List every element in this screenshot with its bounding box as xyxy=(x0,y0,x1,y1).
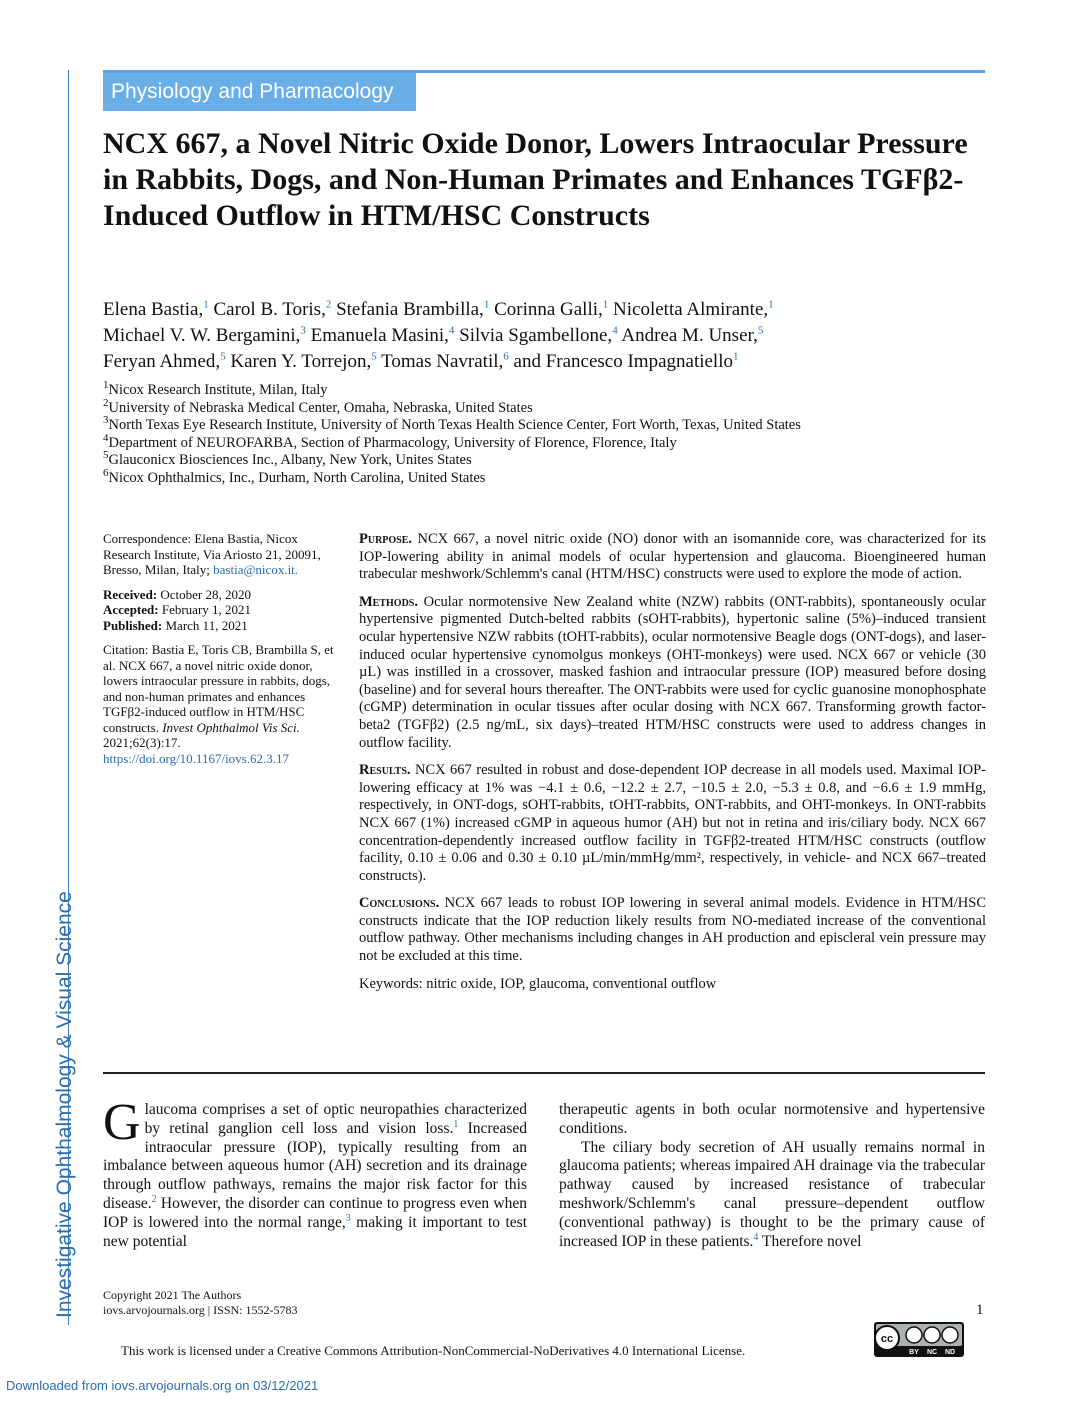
intro-text-3: However, the disorder can continue to progress even when IOP is lowered into the normal range, xyxy=(103,1194,527,1231)
citation-text: Citation: Bastia E, Toris CB, Brambilla S, et al. NCX 667, a novel nitric oxide donor, lowers intraocular pressure in rabbits, dogs, and non-human primates and enhances TGFβ2-induced outflow in HTM/HSC constructs. xyxy=(103,642,334,735)
received-label: Received: xyxy=(103,586,158,602)
purpose-label: Purpose. xyxy=(359,531,413,547)
published-date: March 11, 2021 xyxy=(165,617,248,633)
author xyxy=(613,299,774,320)
affiliation-text: Glauconicx Biosciences Inc., Albany, New York, Unites States xyxy=(108,452,472,469)
license-text: This work is licensed under a Creative Commons Attribution-NonCommercial-NoDerivatives 4.0 International License. xyxy=(121,1343,746,1358)
affiliation-text: Nicox Research Institute, Milan, Italy xyxy=(108,382,328,398)
author-name: Carol B. Toris, xyxy=(213,299,326,320)
author-affiliation-link[interactable]: 5 xyxy=(371,350,377,363)
methods-text: Ocular normotensive New Zealand white (NZW) rabbits (ONT-rabbits), spontaneously ocular hypertensive pigmented Dutch-belted rabbits (sOHT-rabbits), hypertonic saline (5%)–induced transient ocular hypertensive NZW rabbits (tOHT-rabbits), ocular normotensive Beagle dogs (ONT-dogs), and laser-induced ocular hypertensive cynomolgus monkeys (OHT-monkeys) were used. NCX 667 or vehicle (30 µL) was instilled in a crossover, masked fashion and intraocular pressure (IOP) measured before dosing (baseline) and for several hours thereafter. The ONT-rabbits were used for cyclic guanosine monophosphate (cGMP) determination in ocular tissues after ocular dosing with NCX 667. Transforming growth factor-beta2 (TGFβ2) (2.5 ng/mL, six days)–treated HTM/HSC constructs were used to address changes in outflow facility. xyxy=(359,593,987,751)
results-text: NCX 667 resulted in robust and dose-dependent IOP decrease in all models used. Maximal IOP-lowering efficacy at 1% was −4.1 ± 0.6, −12.2 ± 2.7, −10.5 ± 2.0, −5.3 ± 0.8, and −6.6 ± 1.9 mmHg, respectively, in ONT-dogs, sOHT-rabbits, tOHT-rabbits, ONT-rabbits, and OHT-monkeys. In ONT-rabbits NCX 667 (1%) increased cGMP in aqueous humor (AH) but not in retina and iris/ciliary body. NCX 667 concentration-dependently increased outflow facility in TGFβ2-treated HTM/HSC constructs (outflow facility, 0.10 ± 0.06 and 0.30 ± 0.10 µL/min/mmHg/mm², respectively, in vehicle- and NCX 667–treated constructs). xyxy=(359,762,987,884)
affiliation-number: 3 xyxy=(103,414,109,427)
author-name: Andrea M. Unser, xyxy=(621,325,758,346)
intro-paragraph xyxy=(103,1094,528,1251)
author xyxy=(494,299,608,320)
journal-site: iovs.arvojournals.org | ISSN: 1552-5783 xyxy=(103,1303,298,1317)
abstract-results xyxy=(359,762,986,885)
affiliation xyxy=(103,467,983,488)
author-list xyxy=(103,297,983,375)
accepted-label: Accepted: xyxy=(103,602,159,617)
published-label: Published: xyxy=(103,617,163,633)
correspondence-text: Correspondence: Elena Bastia, Nicox Research Institute, Via Ariosto 21, 20091, Bresso, Milan, Italy; xyxy=(103,531,321,577)
affiliations xyxy=(103,379,983,488)
author xyxy=(514,351,739,372)
citation-journal: Invest Ophthalmol Vis Sci. xyxy=(162,719,300,735)
author-name: Elena Bastia, xyxy=(103,299,204,320)
abstract-purpose xyxy=(359,531,986,584)
author-affiliation-link[interactable]: 1 xyxy=(602,298,609,311)
intro-text-4: making it important to test new potential xyxy=(103,1213,528,1250)
author xyxy=(621,325,763,346)
abstract xyxy=(359,531,986,1003)
author-name: Stefania Brambilla, xyxy=(336,299,484,320)
author-affiliation-link[interactable]: 5 xyxy=(220,350,226,363)
intro-text-1: laucoma comprises a set of optic neuropathies characterized by retinal ganglion cell loss and vision loss. xyxy=(144,1101,527,1137)
download-notice: Downloaded from iovs.arvojournals.org on 03/12/2021 xyxy=(6,1378,319,1393)
author xyxy=(381,351,509,372)
affiliation-number: 1 xyxy=(103,379,109,392)
author-name: Silvia Sgambellone, xyxy=(459,325,613,346)
drop-cap: G xyxy=(103,1094,141,1151)
purpose-text: NCX 667, a novel nitric oxide (NO) donor with an isomannide core, was characterized for its IOP-lowering ability in animal models of ocular hypertension and glaucoma. Bioengineered human trabecular meshwork/Schlemm's canal (HTM/HSC) constructs were used to explore the mode of action. xyxy=(359,531,986,583)
section-tag: Physiology and Pharmacology xyxy=(103,73,416,111)
affiliation-number: 4 xyxy=(103,431,109,444)
cc-mark-icon: cc xyxy=(880,1333,894,1345)
journal-name-vertical: Investigative Ophthalmology & Visual Science xyxy=(53,891,76,1318)
affiliation xyxy=(103,449,983,470)
cc-license-icon[interactable] xyxy=(874,1322,964,1357)
author-name: and Francesco Impagnatiello xyxy=(513,351,733,372)
affiliation-text: University of Nebraska Medical Center, Omaha, Nebraska, United States xyxy=(108,399,533,416)
reference-link-2[interactable]: 2 xyxy=(151,1193,157,1205)
nd-icon xyxy=(942,1327,958,1343)
affiliation xyxy=(103,396,983,418)
copyright-text: Copyright 2021 The Authors xyxy=(103,1288,242,1302)
author-affiliation-link[interactable]: 1 xyxy=(768,298,774,311)
results-label: Results. xyxy=(359,762,411,779)
reference-link-4[interactable]: 4 xyxy=(753,1231,759,1243)
accepted-date: February 1, 2021 xyxy=(161,602,252,617)
author xyxy=(103,325,306,346)
intro-text-2: Increased intraocular pressure (IOP), typically resulting from an imbalance between aqueous humor (AH) secretion and its drainage through outflow pathways, remains the major risk factor for this disease. xyxy=(103,1119,527,1212)
by-icon xyxy=(906,1327,922,1343)
affiliation-number: 6 xyxy=(103,467,109,480)
author-name: Tomas Navratil, xyxy=(381,351,504,372)
author-name: Corinna Galli, xyxy=(494,299,603,320)
body-divider xyxy=(103,1072,985,1074)
author-affiliation-link[interactable]: 6 xyxy=(503,350,509,363)
author-name: Emanuela Masini, xyxy=(310,325,449,346)
author xyxy=(103,351,226,372)
affiliation-number: 2 xyxy=(103,396,109,409)
methods-label: Methods. xyxy=(359,593,418,610)
body-column-right xyxy=(559,1101,985,1251)
affiliation-number: 5 xyxy=(103,449,109,462)
correspondence-email-link[interactable]: bastia@nicox.it. xyxy=(213,562,299,577)
author-affiliation-link[interactable]: 1 xyxy=(733,350,739,363)
author-affiliation-link[interactable]: 3 xyxy=(300,324,306,337)
conclusions-text: NCX 667 leads to robust IOP lowering in several animal models. Evidence in HTM/HSC constructs indicate that the IOP reduction likely results from NO-mediated increase of the conventional outflow pathway. Other mechanisms including changes in AH production and episcleral vein pressure may not be excluded at this time. xyxy=(359,895,987,965)
correspondence xyxy=(103,531,343,578)
body-column-left xyxy=(103,1094,528,1251)
cc-label-by: BY xyxy=(909,1349,919,1356)
author-affiliation-link[interactable]: 4 xyxy=(612,324,618,337)
author xyxy=(336,299,489,320)
author-name: Michael V. W. Bergamini, xyxy=(103,325,301,346)
nc-icon xyxy=(924,1327,940,1343)
doi-link[interactable]: https://doi.org/10.1167/iovs.62.3.17 xyxy=(103,750,289,766)
body-text-tail: Therefore novel xyxy=(758,1232,862,1250)
copyright-block xyxy=(103,1288,298,1318)
page-number: 1 xyxy=(976,1302,984,1318)
affiliation-text: Department of NEUROFARBA, Section of Pharmacology, University of Florence, Florence, Italy xyxy=(108,434,677,451)
keywords: Keywords: nitric oxide, IOP, glaucoma, conventional outflow xyxy=(359,975,717,992)
author-name: Nicoletta Almirante, xyxy=(613,299,769,320)
affiliation-text: Nicox Ophthalmics, Inc., Durham, North Carolina, United States xyxy=(108,469,486,486)
author xyxy=(311,325,455,346)
affiliation xyxy=(103,431,983,453)
body-paragraph xyxy=(559,1139,985,1252)
author-name: Karen Y. Torrejon, xyxy=(230,351,372,372)
reference-link-3[interactable]: 3 xyxy=(345,1212,351,1224)
article-sidebar xyxy=(103,531,343,775)
cc-label-nc: NC xyxy=(926,1349,938,1356)
affiliation-text: North Texas Eye Research Institute, University of North Texas Health Science Center, Fort Worth, Texas, United States xyxy=(108,417,801,434)
reference-link-1[interactable]: 1 xyxy=(453,1118,459,1130)
author xyxy=(230,351,376,372)
author-name: Feryan Ahmed, xyxy=(103,351,221,372)
abstract-conclusions xyxy=(359,895,986,965)
received-date: October 28, 2020 xyxy=(160,586,252,602)
citation xyxy=(103,642,343,766)
author-affiliation-link[interactable]: 4 xyxy=(448,324,455,337)
abstract-methods xyxy=(359,594,986,752)
affiliation xyxy=(103,379,983,400)
author xyxy=(103,299,209,320)
body-text: The ciliary body secretion of AH usually remains normal in glaucoma patients; whereas impaired AH drainage via the trabecular pathway caused by increased resistance of trabecular meshwork/Schlemm's canal pressure–dependent outflow (conventional pathway) is thought to be the primary cause of increased IOP in these patients. xyxy=(559,1138,985,1250)
body-paragraph-continued: therapeutic agents in both ocular normotensive and hypertensive conditions. xyxy=(559,1101,985,1137)
cc-label-nd: ND xyxy=(944,1349,956,1356)
author-affiliation-link[interactable]: 5 xyxy=(757,324,764,337)
author-affiliation-link[interactable]: 1 xyxy=(203,298,209,311)
citation-volume: 2021;62(3):17. xyxy=(103,735,181,750)
author xyxy=(214,299,332,320)
conclusions-label: Conclusions. xyxy=(359,895,440,912)
dates xyxy=(103,587,343,634)
author-affiliation-link[interactable]: 2 xyxy=(325,298,332,311)
author xyxy=(459,325,618,346)
author-affiliation-link[interactable]: 1 xyxy=(483,298,490,311)
article-title: NCX 667, a Novel Nitric Oxide Donor, Lowers Intraocular Pressure in Rabbits, Dogs, and Non-Human Primates and Enhances TGFβ2-Induced Outflow in HTM/HSC Constructs xyxy=(103,127,968,232)
affiliation xyxy=(103,414,983,435)
